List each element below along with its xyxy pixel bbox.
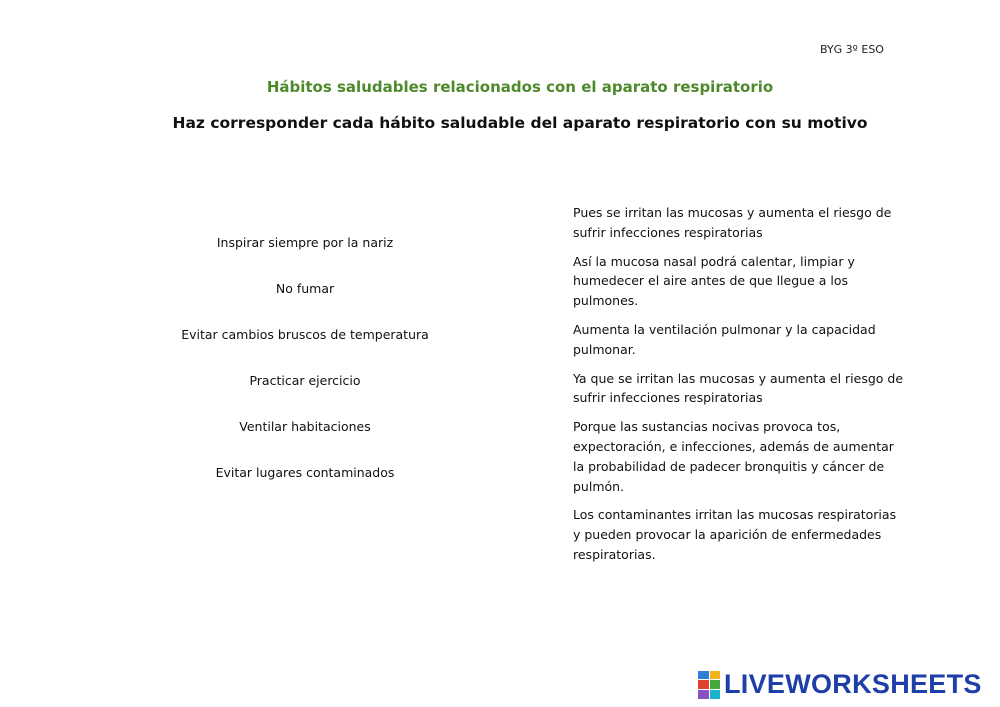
reason-item[interactable]: Porque las sustancias nocivas provoca tos, expectoración, e infecciones, además de aumentar la probabilidad de padecer bronquitis y cáncer de pulmón. (573, 419, 894, 494)
habit-item[interactable]: Evitar lugares contaminados (215, 465, 395, 480)
liveworksheets-brand (698, 669, 982, 700)
reason-item[interactable]: Los contaminantes irritan las mucosas respiratorias y pueden provocar la aparición de enfermedades respiratorias. (573, 507, 897, 562)
habit-item[interactable]: Practicar ejercicio (249, 373, 361, 388)
reasons-list (573, 203, 903, 574)
reason-item[interactable]: Así la mucosa nasal podrá calentar, limpiar y humedecer el aire antes de que llegue a los pulmones. (573, 253, 855, 309)
page-title: Hábitos saludables relacionados con el aparato respiratorio (266, 78, 774, 96)
reason-item[interactable]: Ya que se irritan las mucosas y aumenta el riesgo de sufrir infecciones respiratorias (573, 370, 904, 406)
habit-item[interactable]: No fumar (275, 281, 335, 296)
course-label: BYG 3º ESO (820, 43, 884, 56)
habits-list (160, 234, 450, 510)
habit-item[interactable]: Inspirar siempre por la nariz (216, 235, 394, 250)
brand-logo-text: LIVEWORKSHEETS (724, 669, 982, 699)
liveworksheets-logo-icon (698, 671, 720, 699)
habit-item[interactable]: Ventilar habitaciones (239, 419, 371, 434)
reason-item[interactable]: Aumenta la ventilación pulmonar y la capacidad pulmonar. (573, 321, 876, 357)
reason-item[interactable]: Pues se irritan las mucosas y aumenta el riesgo de sufrir infecciones respiratorias (573, 205, 892, 240)
instruction-text: Haz corresponder cada hábito saludable del aparato respiratorio con su motivo (172, 114, 868, 132)
habit-item[interactable]: Evitar cambios bruscos de temperatura (181, 327, 429, 342)
